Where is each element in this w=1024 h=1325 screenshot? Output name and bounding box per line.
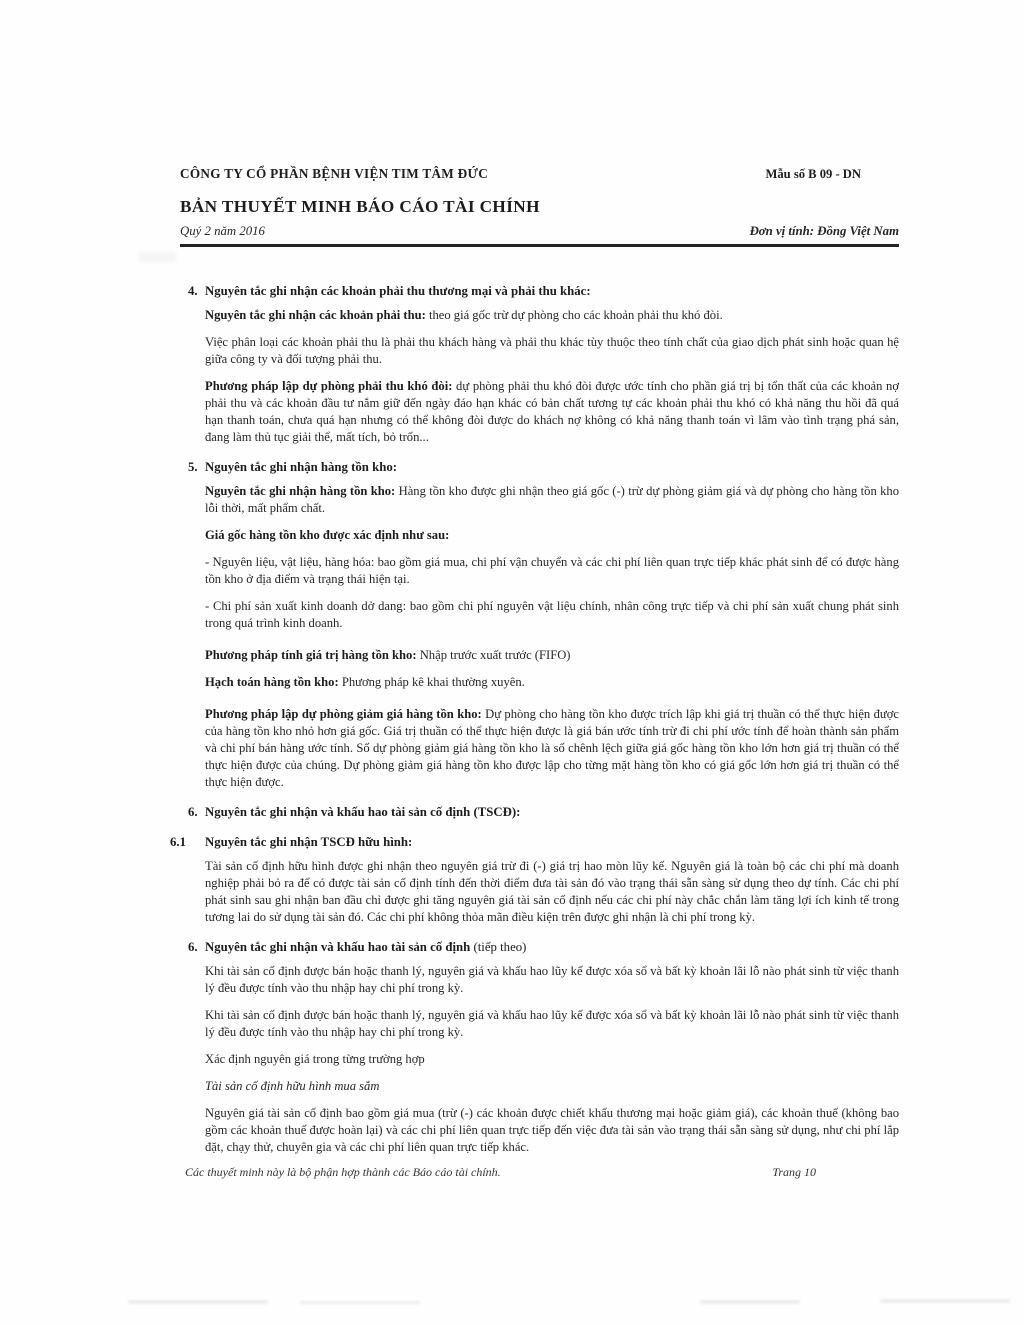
scan-artifact — [700, 1300, 800, 1304]
paragraph-text: Nguyên giá tài sản cố định bao gồm giá mua (trừ (-) các khoản được chiết khấu thương mại hoặc giảm giá), các khoản thuế (không bao gồm các khoản thuế được hoàn lại) và các chi phí liên quan trực tiếp đến việc đưa tài sản vào trạng thái sẵn sàng sử dụng, như chi phí lắp đặt, chạy thử, chuyên gia và các chi phí liên quan trực tiếp khác. — [205, 1106, 899, 1154]
section-6-1-title: Nguyên tắc ghi nhận TSCĐ hữu hình: — [205, 835, 413, 849]
scan-artifact — [138, 252, 176, 262]
section-5-title: Nguyên tắc ghi nhận hàng tồn kho: — [205, 460, 398, 474]
section-6-title: Nguyên tắc ghi nhận và khấu hao tài sản cố định (TSCĐ): — [205, 805, 521, 819]
section-6-continued-heading — [180, 939, 899, 956]
section-6-heading — [180, 804, 899, 821]
currency-unit: Đơn vị tính: Đồng Việt Nam — [749, 224, 899, 238]
section-6-1-heading — [170, 834, 899, 851]
paragraph-lead: Giá gốc hàng tồn kho được xác định như sau: — [205, 528, 450, 542]
paragraph-text: Dự phòng cho hàng tồn kho được trích lập khi giá trị thuần có thể thực hiện được của hàng tồn kho nhỏ hơn giá gốc. Giá trị thuần có thể thực hiện được là giá bán ước tính trừ đi chi phí ước tính để hoàn thành sản phẩm và chi phí bán hàng ước tính. Số dự phòng giảm giá hàng tồn kho là số chênh lệch giữa giá gốc hàng tồn kho lớn hơn giá trị thuần có thể thực hiện được của chúng. Dự phòng giảm giá hàng tồn kho được lập cho từng mặt hàng tồn kho có giá gốc lớn hơn giá trị thuần có thể thực hiện được. — [205, 707, 900, 789]
paragraph — [180, 527, 899, 544]
paragraph — [180, 1051, 899, 1068]
document-header — [180, 166, 899, 182]
section-6 — [180, 804, 899, 821]
scan-artifact — [880, 1299, 1010, 1303]
paragraph — [180, 1007, 899, 1041]
paragraph-lead: Phương pháp lập dự phòng phải thu khó đòi: — [205, 379, 453, 393]
paragraph-lead: Phương pháp tính giá trị hàng tồn kho: — [205, 648, 417, 662]
paragraph-text: theo giá gốc trừ dự phòng cho các khoản phải thu khó đòi. — [425, 308, 723, 322]
paragraph — [180, 307, 899, 324]
form-number: Mẫu số B 09 - DN — [765, 167, 861, 181]
section-6-continued-title: Nguyên tắc ghi nhận và khấu hao tài sản cố định — [205, 940, 471, 954]
section-4 — [180, 283, 899, 446]
scan-artifact — [128, 1300, 268, 1304]
paragraph — [180, 378, 899, 446]
paragraph-lead: Phương pháp lập dự phòng giảm giá hàng tồn kho: — [205, 707, 482, 721]
section-6-number: 6. — [188, 805, 198, 819]
paragraph — [180, 483, 899, 517]
section-6-continued-number: 6. — [188, 940, 198, 954]
paragraph-lead: Nguyên tắc ghi nhận các khoản phải thu: — [205, 308, 426, 322]
paragraph — [180, 674, 899, 691]
section-6-continued — [180, 939, 899, 1156]
paragraph — [180, 858, 899, 926]
section-5-number: 5. — [188, 460, 198, 474]
paragraph — [180, 647, 899, 664]
paragraph-text: Nhập trước xuất trước (FIFO) — [416, 648, 571, 662]
section-5-heading — [180, 459, 899, 476]
paragraph-text: Xác định nguyên giá trong từng trường hợp — [205, 1052, 425, 1066]
paragraph-text: - Chi phí sản xuất kinh doanh dở dang: bao gồm chi phí nguyên vật liệu chính, nhân công trực tiếp và chi phí sản xuất chung phát sinh trong quá trình kinh doanh. — [205, 599, 899, 630]
paragraph-text: Phương pháp kê khai thường xuyên. — [338, 675, 525, 689]
footer-note: Các thuyết minh này là bộ phận hợp thành các Báo cáo tài chính. — [185, 1165, 501, 1179]
paragraph-lead: Nguyên tắc ghi nhận hàng tồn kho: — [205, 484, 396, 498]
paragraph — [180, 706, 899, 791]
paragraph-text: - Nguyên liệu, vật liệu, hàng hóa: bao gồm giá mua, chi phí vận chuyển và các chi phí liên quan trực tiếp khác phát sinh để có được hàng tồn kho ở địa điểm và trạng thái hiện tại. — [205, 555, 899, 586]
page-number: Trang 10 — [772, 1165, 816, 1179]
paragraph — [180, 1105, 899, 1156]
paragraph-text: Việc phân loại các khoản phải thu là phải thu khách hàng và phải thu khác tùy thuộc theo tính chất của giao dịch phát sinh hoặc quan hệ giữa công ty và đối tượng phải thu. — [205, 335, 899, 366]
section-4-heading — [180, 283, 899, 300]
section-4-title: Nguyên tắc ghi nhận các khoản phải thu thương mại và phải thu khác: — [205, 284, 591, 298]
document-body — [170, 283, 900, 1156]
page-footer — [185, 1165, 816, 1180]
header-subrow — [180, 224, 899, 247]
paragraph-text: dự phòng phải thu khó đòi được ước tính cho phần giá trị bị tổn thất của các khoản nợ phải thu và các khoản đầu tư nắm giữ đến ngày đáo hạn khác có bản chất tương tự các khoản phải thu khó có khả năng thu hồi đã quá hạn thanh toán, chưa quá hạn nhưng có thể không đòi được do khách nợ không có khả năng thanh toán vì lâm vào tình trạng phá sản, đang làm thủ tục giải thể, mất tích, bỏ trốn... — [205, 379, 899, 444]
paragraph — [180, 963, 899, 997]
paragraph-text: Tài sản cố định hữu hình được ghi nhận theo nguyên giá trừ đi (-) giá trị hao mòn lũy kế. Nguyên giá là toàn bộ các chi phí mà doanh nghiệp phải bỏ ra để có được tài sản cố định tính đến thời điểm đưa tài sản đó vào trạng thái sẵn sàng sử dụng theo dự tính. Các chi phí phát sinh sau ghi nhận ban đầu chỉ được ghi tăng nguyên giá tài sản cố định nếu các chi phí này chắc chắn làm tăng lợi ích kinh tế trong tương lai do sử dụng tài sản đó. Các chi phí không thỏa mãn điều kiện trên được ghi nhận là chi phí trong kỳ. — [205, 859, 899, 924]
section-6-1 — [170, 834, 899, 926]
document-title: BẢN THUYẾT MINH BÁO CÁO TÀI CHÍNH — [180, 197, 540, 216]
page-content — [170, 166, 900, 1166]
paragraph-lead: Hạch toán hàng tồn kho: — [205, 675, 339, 689]
company-name: CÔNG TY CỔ PHẦN BỆNH VIỆN TIM TÂM ĐỨC — [180, 166, 489, 181]
paragraph-text: Khi tài sản cố định được bán hoặc thanh lý, nguyên giá và khấu hao lũy kế được xóa sổ và bất kỳ khoản lãi lỗ nào phát sinh từ việc thanh lý đều được tính vào thu nhập hay chi phí trong kỳ. — [205, 964, 899, 995]
paragraph — [180, 554, 899, 588]
paragraph-text: Khi tài sản cố định được bán hoặc thanh lý, nguyên giá và khấu hao lũy kế được xóa sổ và bất kỳ khoản lãi lỗ nào phát sinh từ việc thanh lý đều được tính vào thu nhập hay chi phí trong kỳ. — [205, 1008, 899, 1039]
paragraph-text: Tài sản cố định hữu hình mua sắm — [205, 1079, 380, 1093]
scan-artifact — [300, 1301, 420, 1304]
section-4-number: 4. — [188, 284, 198, 298]
paragraph-text: Hàng tồn kho được ghi nhận theo giá gốc (-) trừ dự phòng giảm giá và dự phòng cho hàng tồn kho lỗi thời, mất phẩm chất. — [205, 484, 900, 515]
section-5 — [180, 459, 899, 791]
paragraph — [180, 334, 899, 368]
paragraph — [180, 598, 899, 632]
report-period: Quý 2 năm 2016 — [180, 224, 265, 238]
section-6-continued-suffix: (tiếp theo) — [470, 940, 527, 954]
section-6-1-number: 6.1 — [170, 835, 186, 849]
paragraph-subheading — [180, 1078, 899, 1095]
